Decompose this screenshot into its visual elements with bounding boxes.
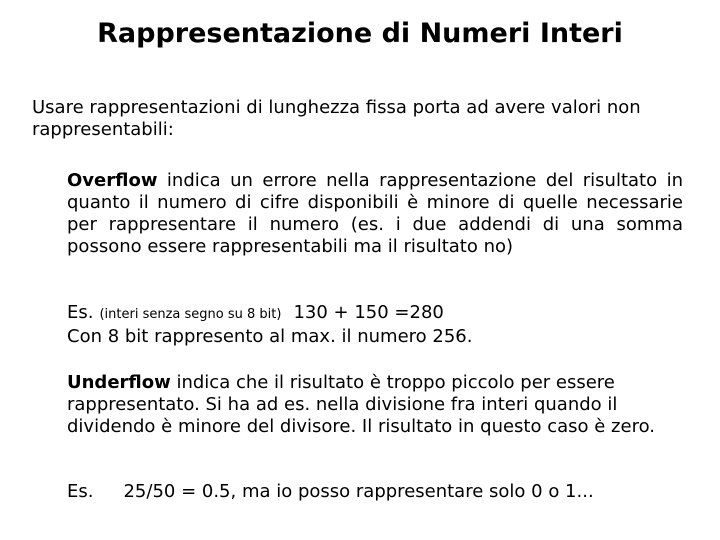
underflow-term: Underflow xyxy=(67,372,171,393)
underflow-paragraph xyxy=(67,372,683,438)
intro-text: Usare rappresentazioni di lunghezza fissa porta ad avere valori non rappresentabili: xyxy=(32,97,641,140)
example-note: (interi senza segno su 8 bit) xyxy=(99,307,282,322)
overflow-description: indica un errore nella rappresentazione del risultato in quanto il numero di cifre disponibili è minore di quelle necessarie per rappresentare il numero (es. i due addendi di una somma possono essere rappresentabili ma il risultato no) xyxy=(67,170,683,257)
underflow-example-text: 25/50 = 0.5, ma io posso rappresentare solo 0 o 1... xyxy=(123,481,594,502)
overflow-term: Overflow xyxy=(67,170,158,191)
overflow-example-line2: Con 8 bit rappresento al max. il numero 256. xyxy=(67,326,473,347)
overflow-example xyxy=(67,302,687,348)
example-prefix: Es. xyxy=(67,302,94,323)
example-expression: 130 + 150 =280 xyxy=(293,302,444,323)
example-prefix: Es. xyxy=(67,481,94,502)
slide-title: Rappresentazione di Numeri Interi xyxy=(97,18,623,49)
overflow-paragraph xyxy=(67,170,683,258)
underflow-example xyxy=(67,481,687,503)
overflow-example-line1 xyxy=(67,302,687,326)
underflow-description: indica che il risultato è troppo piccolo per essere rappresentato. Si ha ad es. nella divisione fra interi quando il dividendo è minore del divisore. Il risultato in questo caso è zero. xyxy=(67,372,656,437)
